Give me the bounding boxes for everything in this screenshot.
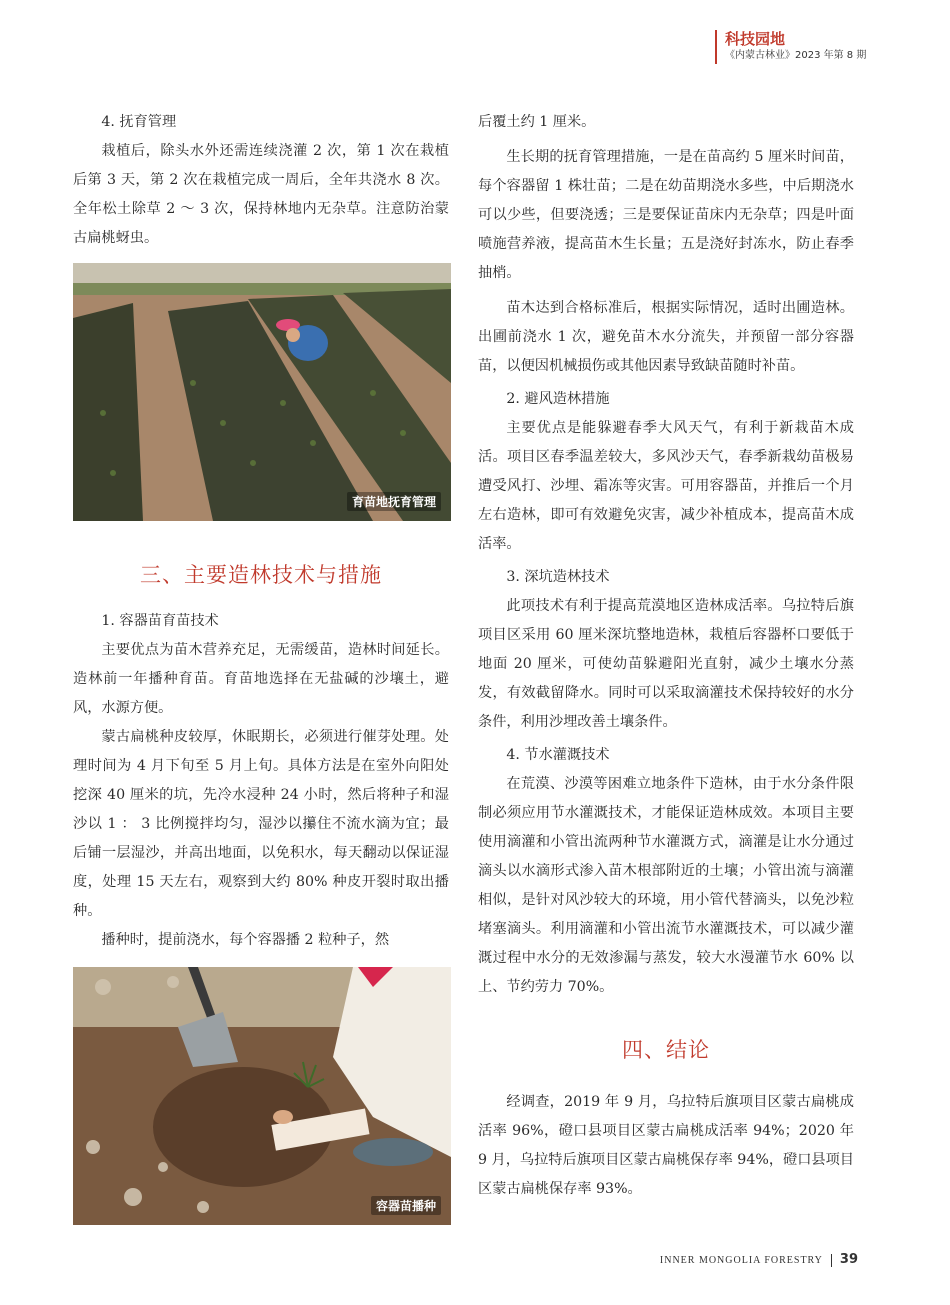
photo2-caption: 容器苗播种 <box>371 1196 441 1215</box>
sowing-image <box>73 967 451 1225</box>
subheading-irrigation: 4. 节水灌溉技术 <box>506 747 610 763</box>
paragraph-growth-care: 生长期的抚育管理措施，一是在苗高约 5 厘米时间苗，每个容器留 1 株壮苗；二是在幼苗期浇水多些，中后期浇水可以少些，但要浇透；三是要保证苗床内无杂草；四是叶面喷施营养液，提高苗木生长量；五是浇好封冻水，防止春季抽梢。 <box>478 149 854 281</box>
left-column <box>73 108 449 1225</box>
paragraph-outplanting: 苗木达到合格标准后，根据实际情况，适时出圃造林。出圃前浇水 1 次，避免苗木水分流失，并预留一部分容器苗，以便因机械损伤或其他因素导致缺苗随时补苗。 <box>478 300 854 374</box>
subheading-care: 4. 抚育管理 <box>101 114 177 130</box>
subheading-container-seedling: 1. 容器苗育苗技术 <box>101 613 219 629</box>
paragraph-deep-pit: 此项技术有利于提高荒漠地区造林成活率。乌拉特后旗项目区采用 60 厘米深坑整地造林，栽植后容器杯口要低于地面 20 厘米，可使幼苗躲避阳光直射，减少土壤水分蒸发，有效截留降水。同时可以采取滴灌技术保持较好的水分条件，利用沙埋改善土壤条件。 <box>478 598 854 730</box>
page-footer <box>660 1252 858 1267</box>
photo-nursery-management <box>73 263 451 521</box>
paragraph-continued: 后覆土约 1 厘米。 <box>478 114 596 130</box>
paragraph-conclusion: 经调查，2019 年 9 月，乌拉特后旗项目区蒙古扁桃成活率 96%，磴口县项目区蒙古扁桃成活率 94%；2020 年 9 月，乌拉特后旗项目区蒙古扁桃保存率 94%，磴口县项目区蒙古扁桃保存率 93%。 <box>478 1094 854 1197</box>
right-column <box>478 108 854 1204</box>
section4-title: 四、结论 <box>622 1038 710 1062</box>
subheading-deep-pit: 3. 深坑造林技术 <box>506 569 610 585</box>
section3-title: 三、主要造林技术与措施 <box>140 563 382 587</box>
journal-issue: 《内蒙古林业》2023 年第 8 期 <box>725 50 867 61</box>
section-label: 科技园地 <box>725 30 786 48</box>
nursery-image <box>73 263 451 521</box>
paragraph-container-3: 播种时，提前浇水，每个容器播 2 粒种子，然 <box>101 932 390 948</box>
page-header <box>715 30 905 64</box>
footer-journal-name: INNER MONGOLIA FORESTRY <box>659 1254 823 1266</box>
paragraph-irrigation: 在荒漠、沙漠等困难立地条件下造林，由于水分条件限制必须应用节水灌溉技术，才能保证造林成效。本项目主要使用滴灌和小管出流两种节水灌溉方式，滴灌是让水分通过滴头以水滴形式渗入苗木根部附近的土壤；小管出流与滴灌相似，是针对风沙较大的环境，用小管代替滴头，以免沙粒堵塞滴头。利用滴灌和小管出流节水灌溉技术，可以减少灌溉过程中水分的无效渗漏与蒸发，较大水漫灌节水 60% 以上、节约劳力 70%。 <box>478 776 854 995</box>
paragraph-windbreak: 主要优点是能躲避春季大风天气，有利于新栽苗木成活。项目区春季温差较大，多风沙天气，春季新栽幼苗极易遭受风打、沙埋、霜冻等灾害。可用容器苗，并推后一个月左右造林，即可有效避免灾害，减少补植成本，提高苗木成活率。 <box>478 420 854 552</box>
paragraph-container-1: 主要优点为苗木营养充足，无需缓苗，造林时间延长。造林前一年播种育苗。育苗地选择在无盐碱的沙壤土，避风，水源方便。 <box>73 642 449 716</box>
photo-seed-sowing <box>73 967 451 1225</box>
page-number: 39 <box>839 1251 858 1267</box>
paragraph-container-2: 蒙古扁桃种皮较厚，休眠期长，必须进行催芽处理。处理时间为 4 月下旬至 5 月上旬。具体方法是在室外向阳处挖深 40 厘米的坑，先冷水浸种 24 小时，然后将种子和湿沙以 1 ： 3 比例搅拌均匀，湿沙以攥住不流水滴为宜；最后铺一层湿沙，并高出地面，以免积水，每天翻动以保证湿度，处理 15 天左右，观察到大约 80% 种皮开裂时取出播种。 <box>73 729 449 919</box>
photo1-caption: 育苗地抚育管理 <box>347 492 441 511</box>
subheading-windbreak: 2. 避风造林措施 <box>506 391 610 407</box>
footer-divider <box>831 1254 832 1267</box>
paragraph-care: 栽植后，除头水外还需连续浇灌 2 次，第 1 次在栽植后第 3 天，第 2 次在栽植完成一周后，全年共浇水 8 次。全年松土除草 2 ～ 3 次，保持林地内无杂草。注意防治蒙古扁桃蚜虫。 <box>73 143 449 246</box>
